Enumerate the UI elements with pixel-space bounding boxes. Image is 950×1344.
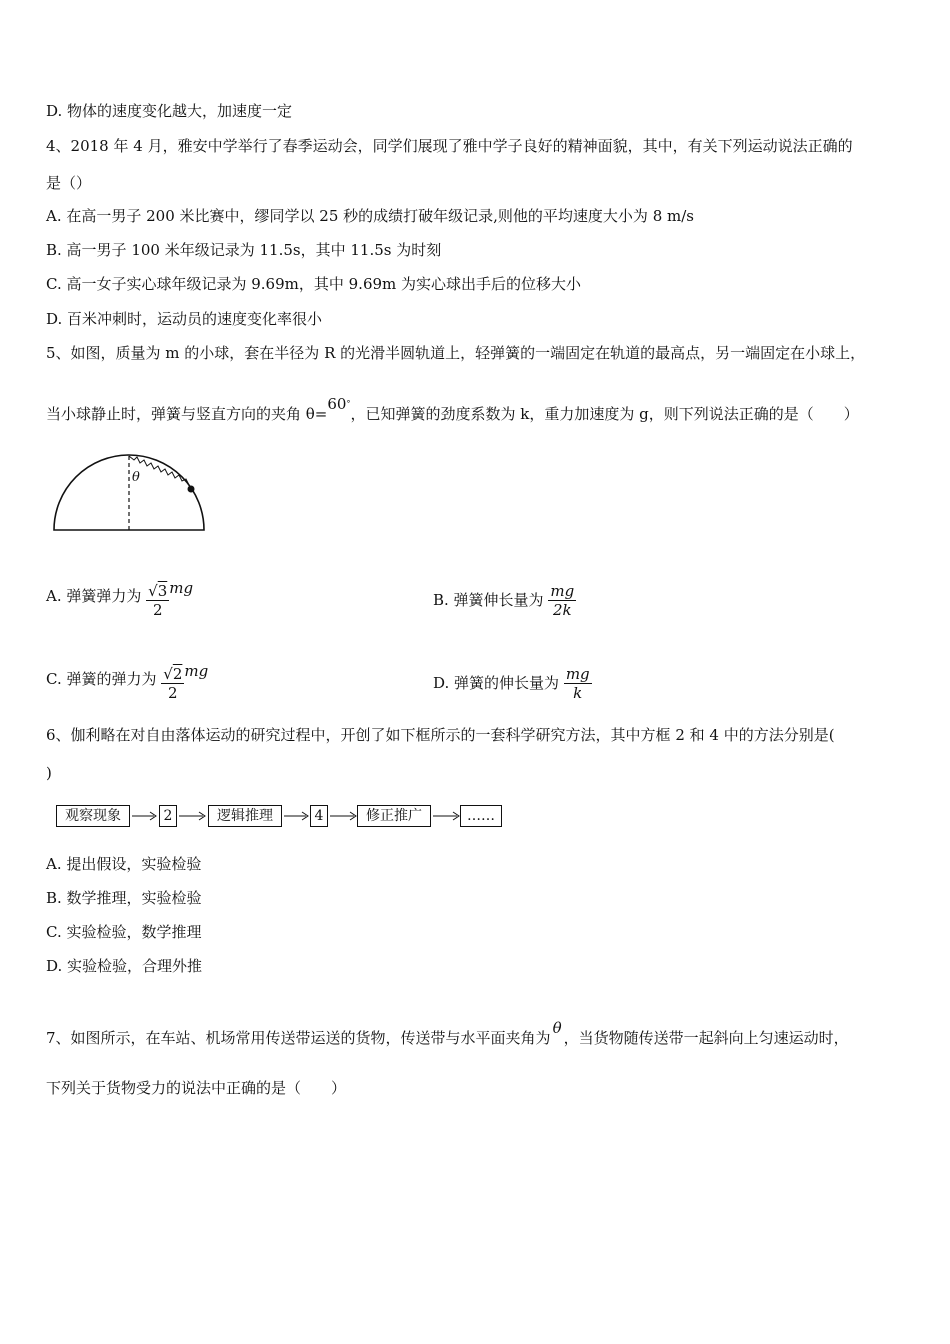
q6-option-d: D. 实验检验，合理外推	[46, 957, 203, 975]
q5-option-a	[46, 579, 194, 619]
flow-box-revise: 修正推广	[357, 805, 431, 827]
q5-option-c	[46, 662, 209, 702]
q5-stem-line2	[46, 395, 859, 425]
ball	[188, 486, 195, 493]
q5-option-b-fraction: $\frac{mg}{2k}$	[550, 582, 575, 619]
q7-stem-part2: ，当货物随传送带一起斜向上匀速运动时，	[563, 1029, 849, 1047]
q4-option-a: A. 在高一男子 200 米比赛中，缪同学以 25 秒的成绩打破年级记录,则他的平均速度大小为 8 m/s	[46, 207, 694, 225]
q5-stem-part2: ，已知弹簧的劲度系数为 k，重力加速度为 g，则下列说法正确的是（ ）	[350, 405, 859, 423]
q4-option-b: B. 高一男子 100 米年级记录为 11.5s，其中 11.5s 为时刻	[46, 241, 442, 259]
q5-option-a-label: A. 弹簧弹力为	[46, 587, 142, 605]
theta-label: θ	[132, 470, 140, 485]
flow-box-4: 4	[310, 805, 328, 827]
q5-semicircle-figure	[48, 448, 212, 536]
flow-box-ellipsis: ……	[460, 805, 502, 827]
q5-option-a-mg: mg	[169, 579, 194, 597]
flow-arrow-2	[177, 805, 207, 827]
q7-stem-part1: 7、如图所示，在车站、机场常用传送带运送的货物，传送带与水平面夹角为	[46, 1029, 551, 1047]
q5-option-b-label: B. 弹簧伸长量为	[433, 591, 544, 609]
q5-option-c-mg: mg	[184, 662, 209, 680]
q4-option-d: D. 百米冲刺时，运动员的速度变化率很小	[46, 310, 323, 328]
q5-option-b	[433, 582, 576, 619]
q6-flow-diagram	[56, 805, 506, 829]
q7-theta: θ	[552, 1019, 562, 1037]
q5-option-d	[433, 665, 592, 702]
flow-box-2: 2	[159, 805, 177, 827]
flow-arrow-1	[130, 805, 158, 827]
q5-stem-line1: 5、如图，质量为 m 的小球，套在半径为 R 的光滑半圆轨道上，轻弹簧的一端固定在轨道的最高点，另一端固定在小球上，	[46, 344, 866, 362]
q5-option-a-fraction: $\frac{√3}{2}$	[148, 582, 168, 619]
q7-stem-line1	[46, 1019, 849, 1049]
q6-stem-line1: 6、伽利略在对自由落体运动的研究过程中，开创了如下框所示的一套科学研究方法，其中方框 2 和 4 中的方法分别是(	[46, 726, 835, 744]
flow-box-reasoning: 逻辑推理	[208, 805, 282, 827]
q7-stem-line2: 下列关于货物受力的说法中正确的是（ ）	[46, 1079, 347, 1097]
q4-stem-line2: 是（）	[46, 174, 92, 192]
q5-option-d-label: D. 弹簧的伸长量为	[433, 674, 560, 692]
flow-box-observe: 观察现象	[56, 805, 130, 827]
flow-arrow-4	[328, 805, 358, 827]
q4-option-c: C. 高一女子实心球年级记录为 9.69m，其中 9.69m 为实心球出手后的位移大小	[46, 275, 582, 293]
q5-option-c-fraction: $\frac{√2}{2}$	[163, 665, 183, 702]
q3-option-d: D. 物体的速度变化越大，加速度一定	[46, 102, 293, 120]
q6-option-c: C. 实验检验，数学推理	[46, 923, 202, 941]
q5-option-d-fraction: $\frac{mg}{k}$	[565, 665, 590, 702]
q5-angle-value: 60°	[327, 395, 351, 413]
flow-arrow-3	[282, 805, 310, 827]
q4-stem-line1: 4、2018 年 4 月，雅安中学举行了春季运动会，同学们展现了雅中学子良好的精神面貌，其中，有关下列运动说法正确的	[46, 137, 853, 155]
q6-stem-line2: )	[46, 764, 52, 782]
q5-stem-part1: 当小球静止时，弹簧与竖直方向的夹角 θ=	[46, 405, 328, 423]
q6-option-a: A. 提出假设，实验检验	[46, 855, 202, 873]
flow-arrow-5	[431, 805, 461, 827]
q6-option-b: B. 数学推理，实验检验	[46, 889, 202, 907]
q5-option-c-label: C. 弹簧的弹力为	[46, 670, 157, 688]
